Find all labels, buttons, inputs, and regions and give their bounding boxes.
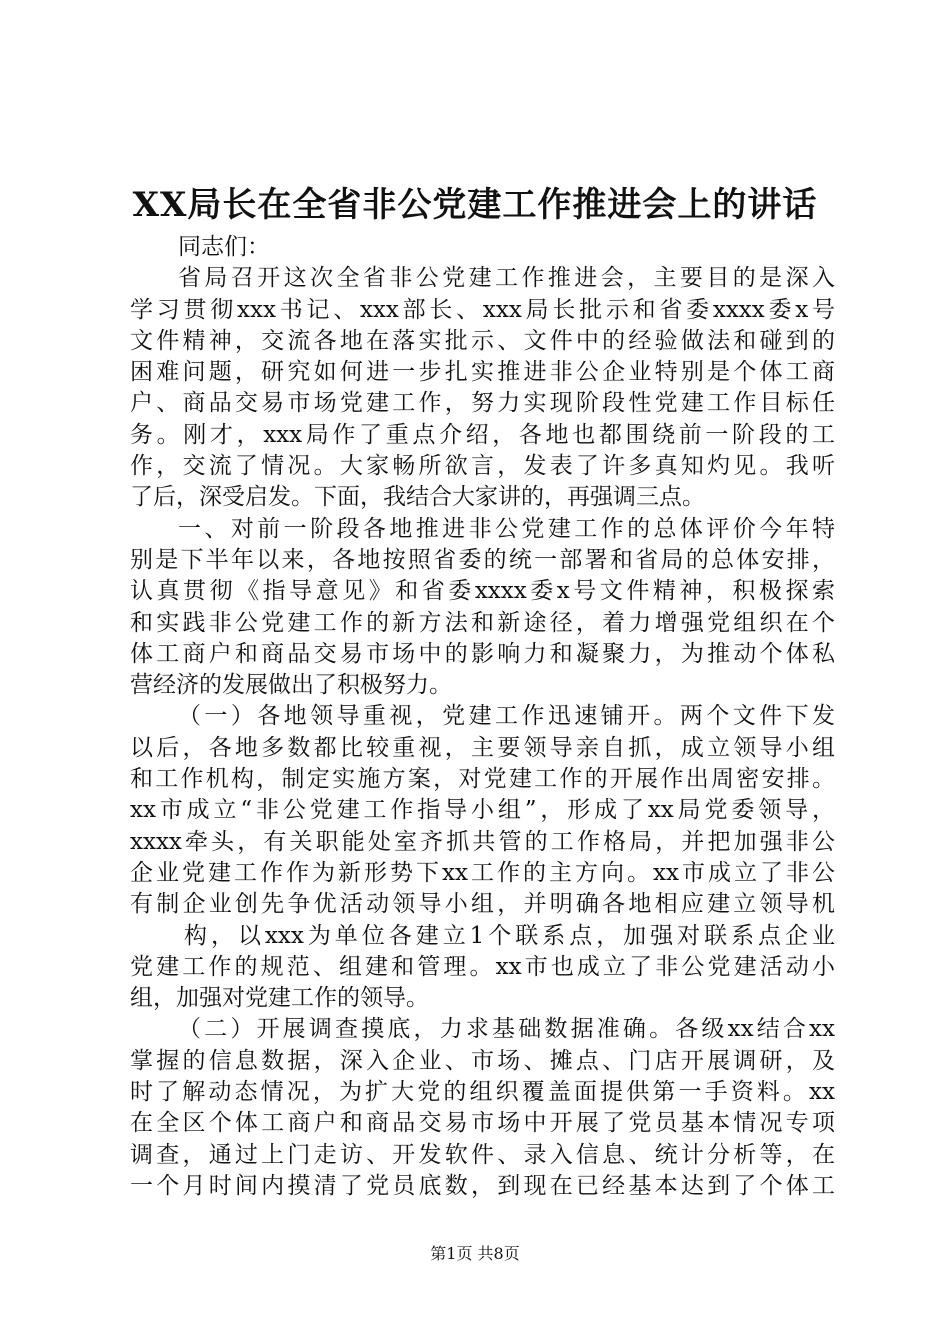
document-title: XX局长在全省非公党建工作推进会上的讲话: [132, 185, 818, 225]
page-footer: 第1页 共8页: [430, 1244, 520, 1263]
text-line: 一、对前一阶段各地推进非公党建工作的总体评价今年特: [178, 515, 835, 542]
text-line: 时了解动态情况，为扩大党的组织覆盖面提供第一手资料。xx: [130, 1079, 835, 1106]
text-line: 务。刚才，xxx局作了重点介绍，各地也都围绕前一阶段的工: [130, 421, 835, 448]
text-line: （一）各地领导重视，党建工作迅速铺开。两个文件下发: [178, 703, 835, 730]
text-line: 党建工作的规范、组建和管理。xx市也成立了非公党建活动小: [130, 953, 835, 980]
text-line: 省局召开这次全省非公党建工作推进会，主要目的是深入: [178, 265, 835, 292]
text-line: 别是下半年以来，各地按照省委的统一部署和省局的总体安排，: [130, 546, 835, 573]
text-line: 和工作机构，制定实施方案，对党建工作的开展作出周密安排。: [130, 766, 835, 793]
text-line: 体工商户和商品交易市场中的影响力和凝聚力，为推动个体私: [130, 640, 835, 667]
text-line: （二）开展调查摸底，力求基础数据准确。各级xx结合xx: [178, 1016, 835, 1043]
text-line: 构，以xxx为单位各建立1个联系点，加强对联系点企业: [184, 922, 835, 949]
text-line: 文件精神，交流各地在落实批示、文件中的经验做法和碰到的: [130, 327, 835, 354]
text-line: xxxx牵头，有关职能处室齐抓共管的工作格局，并把加强非公: [130, 828, 835, 855]
text-line: 户、商品交易市场党建工作，努力实现阶段性党建工作目标任: [130, 390, 835, 417]
text-line: 营经济的发展做出了积极努力。: [130, 672, 452, 699]
text-line: 掌握的信息数据，深入企业、市场、摊点、门店开展调研，及: [130, 1047, 835, 1074]
text-line: 和实践非公党建工作的新方法和新途径，着力增强党组织在个: [130, 609, 835, 636]
text-line: 了后，深受启发。下面，我结合大家讲的，再强调三点。: [130, 484, 705, 511]
text-line: 作，交流了情况。大家畅所欲言，发表了许多真知灼见。我听: [130, 453, 835, 480]
document-body: [130, 232, 835, 1202]
text-line: 以后，各地多数都比较重视，主要领导亲自抓，成立领导小组: [130, 734, 835, 761]
text-line: 同志们：: [178, 234, 270, 260]
text-line: 调查，通过上门走访、开发软件、录入信息、统计分析等，在: [130, 1141, 835, 1168]
text-line: 学习贯彻xxx书记、xxx部长、xxx局长批示和省委xxxx委x号: [130, 296, 835, 323]
text-line: 一个月时间内摸清了党员底数，到现在已经基本达到了个体工: [130, 1172, 835, 1199]
text-line: 困难问题，研究如何进一步扎实推进非公企业特别是个体工商: [130, 359, 835, 386]
text-line: 有制企业创先争优活动领导小组，并明确各地相应建立领导机: [130, 891, 835, 918]
text-line: 在全区个体工商户和商品交易市场中开展了党员基本情况专项: [130, 1110, 835, 1137]
text-line: 企业党建工作作为新形势下xx工作的主方向。xx市成立了非公: [130, 859, 835, 886]
text-line: 认真贯彻《指导意见》和省委xxxx委x号文件精神，积极探索: [130, 578, 835, 605]
text-line: xx市成立“非公党建工作指导小组”，形成了xx局党委领导，: [130, 797, 835, 824]
text-line: 组，加强对党建工作的领导。: [130, 985, 429, 1012]
